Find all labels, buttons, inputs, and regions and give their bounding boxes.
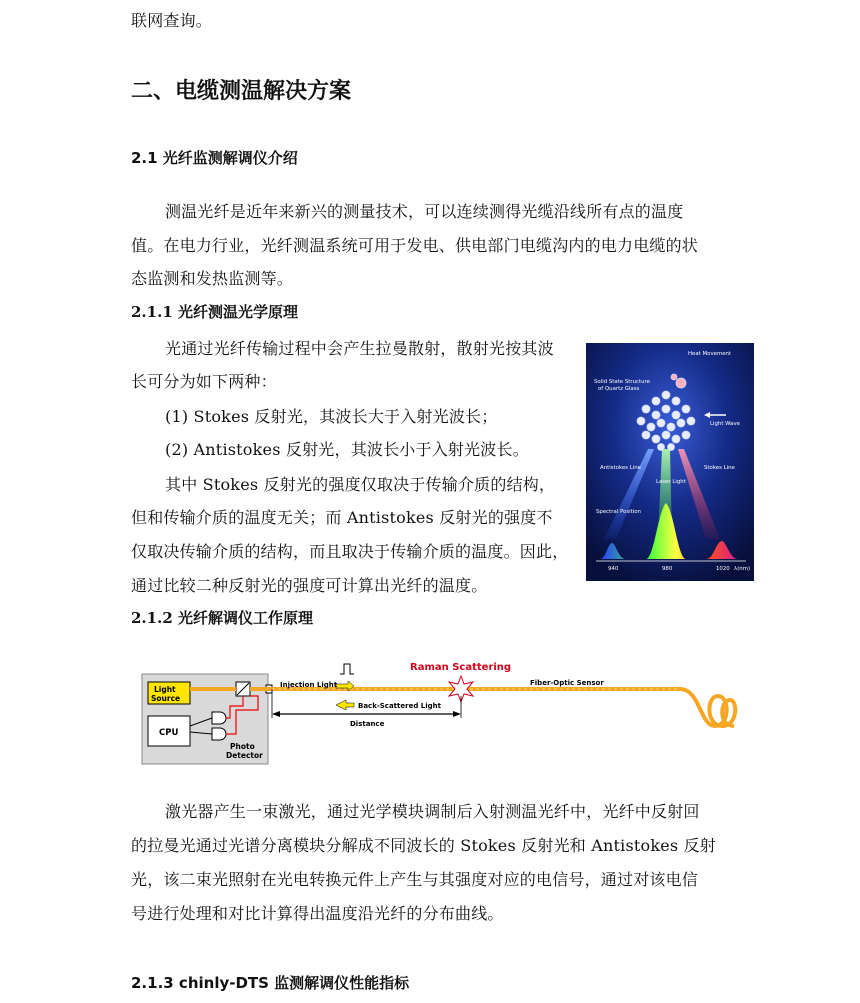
label-heat-movement: Heat Movement — [688, 351, 732, 357]
fiber-optic-cable — [250, 689, 735, 726]
label-cpu: CPU — [159, 728, 179, 738]
tick-unit: λ(nm) — [734, 566, 751, 572]
label-raman-scattering: Raman Scattering — [410, 662, 512, 673]
label-source: Source — [151, 694, 181, 703]
label-injection-light: Injection Light — [280, 681, 338, 689]
label-quartz: of Quartz Glass — [598, 386, 640, 392]
tick-940: 940 — [608, 566, 619, 572]
label-photo: Photo — [230, 742, 255, 751]
label-solid-state: Solid State Structure — [594, 379, 650, 385]
text-line: 联网查询。 — [131, 11, 213, 30]
dts-principle-diagram — [140, 656, 740, 776]
paragraph-line: 号进行处理和对比计算得出温度沿光纤的分布曲线。 — [131, 904, 504, 923]
label-light: Light — [154, 685, 176, 694]
paragraph-line: 但和传输介质的温度无关；而 Antistokes 反射光的强度不 — [131, 508, 553, 527]
paragraph-line: 激光器产生一束激光，通过光学模块调制后入射测温光纤中，光纤中反射回 — [165, 802, 700, 821]
tick-1020: 1020 — [716, 566, 730, 572]
label-distance: Distance — [350, 720, 385, 728]
label-back-scattered: Back-Scattered Light — [358, 702, 441, 710]
paragraph-line: 通过比较二种反射光的强度可计算出光纤的温度。 — [131, 576, 488, 595]
list-item: (1) Stokes 反射光，其波长大于入射光波长； — [165, 407, 498, 426]
raman-physics-figure — [586, 343, 754, 581]
paragraph-line: 测温光纤是近年来新兴的测量技术，可以连续测得光缆沿线所有点的温度 — [165, 202, 684, 221]
photo-detector-icon — [212, 712, 226, 724]
paragraph-line: 仅取决传输介质的结构，而且取决于传输介质的温度。因此， — [131, 542, 569, 561]
subsubsection-heading: 2.1.2 光纤解调仪工作原理 — [131, 609, 313, 627]
paragraph-line: 态监测和发热监测等。 — [131, 269, 294, 288]
paragraph-line: 光通过光纤传输过程中会产生拉曼散射，散射光按其波 — [165, 339, 554, 358]
label-fiber-optic-sensor: Fiber-Optic Sensor — [530, 679, 604, 687]
paragraph-line: 其中 Stokes 反射光的强度仅取决于传输介质的结构， — [165, 475, 556, 494]
paragraph-line: 光，该二束光照射在光电转换元件上产生与其强度对应的电信号，通过对该电信 — [131, 870, 699, 889]
label-light-wave: Light Wave — [710, 421, 740, 427]
paragraph-line: 长可分为如下两种： — [131, 372, 277, 391]
paragraph-line: 的拉曼光通过光谱分离模块分解成不同波长的 Stokes 反射光和 Antistokes 反射 — [131, 836, 716, 855]
label-antistokes-line: Antistokes Line — [600, 465, 641, 471]
subsection-heading: 2.1 光纤监测解调仪介绍 — [131, 149, 298, 167]
label-stokes-line: Stokes Line — [704, 465, 735, 471]
subsubsection-heading: 2.1.1 光纤测温光学原理 — [131, 303, 298, 321]
pulse-icon — [340, 664, 354, 674]
backscatter-arrow-icon — [336, 700, 354, 710]
section-heading: 二、电缆测温解决方案 — [131, 79, 352, 104]
label-spectral-position: Spectral Position — [596, 509, 641, 515]
list-item: (2) Antistokes 反射光，其波长小于入射光波长。 — [165, 440, 529, 459]
tick-980: 980 — [662, 566, 673, 572]
label-detector: Detector — [226, 751, 263, 760]
subsubsection-heading: 2.1.3 chinly-DTS 监测解调仪性能指标 — [131, 974, 410, 992]
photo-detector-icon — [212, 728, 226, 740]
paragraph-line: 值。在电力行业，光纤测温系统可用于发电、供电部门电缆沟内的电力电缆的状 — [131, 236, 699, 255]
label-laser-light: Laser Light — [656, 479, 686, 485]
